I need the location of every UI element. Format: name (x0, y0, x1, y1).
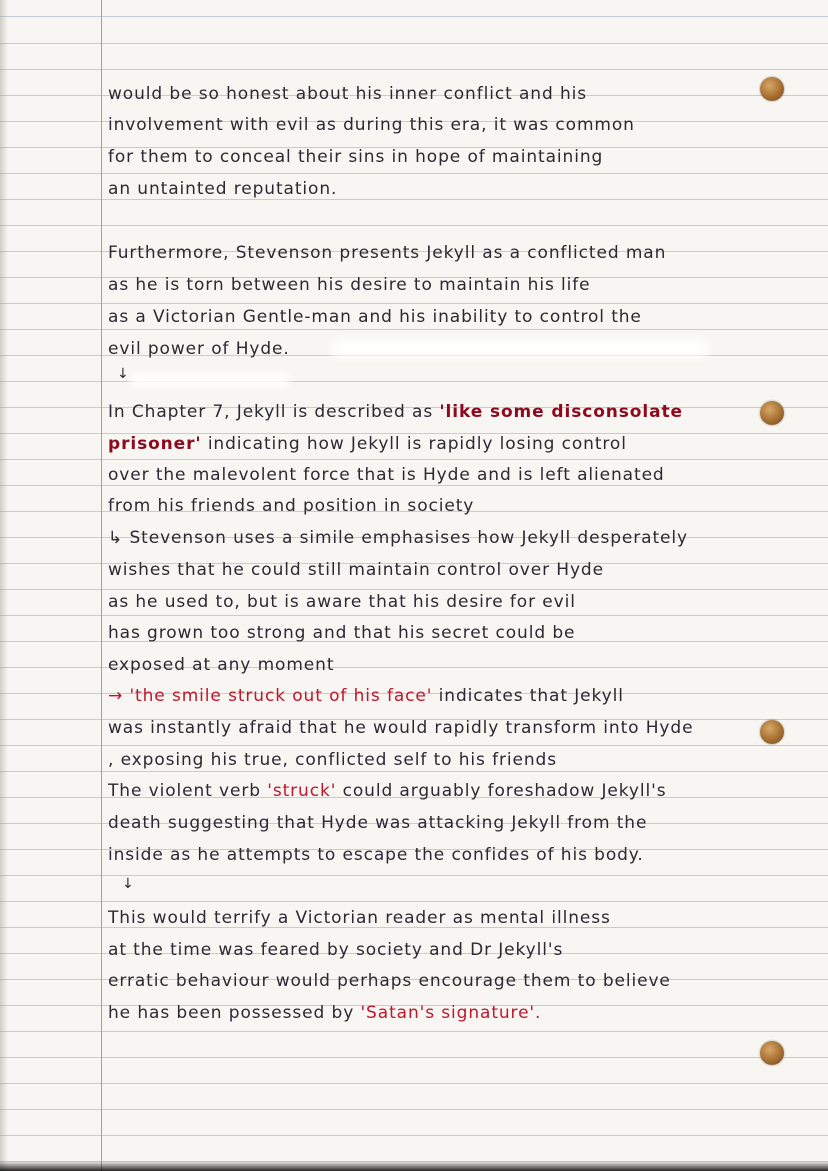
text-line: evil power of Hyde. (108, 339, 290, 359)
text-line: In Chapter 7, Jekyll is described as 'like some disconsolate (108, 402, 683, 422)
text-line: , exposing his true, conflicted self to his friends (108, 750, 557, 770)
text-line: The violent verb 'struck' could arguably foreshadow Jekyll's (108, 781, 667, 801)
page-bottom-edge (0, 1161, 828, 1171)
text-line: inside as he attempts to escape the confides of his body. (108, 845, 644, 865)
text-line: Furthermore, Stevenson presents Jekyll as a conflicted man (108, 243, 667, 263)
erased-smudge (130, 372, 290, 388)
text-line: from his friends and position in society (108, 496, 475, 516)
page-edge-shade (0, 0, 8, 1171)
text-line: has grown too strong and that his secret could be (108, 623, 576, 643)
text-line: exposed at any moment (108, 655, 335, 675)
text-line: was instantly afraid that he would rapidly transform into Hyde (108, 718, 694, 738)
red-arrow-icon: → (108, 686, 124, 706)
quote-text: 'struck' (267, 781, 337, 801)
punch-hole (760, 1041, 784, 1065)
text-line: erratic behaviour would perhaps encourage them to believe (108, 971, 671, 991)
text-line: → 'the smile struck out of his face' indicates that Jekyll (108, 686, 624, 706)
text-line: over the malevolent force that is Hyde and is left alienated (108, 465, 665, 485)
text-line: he has been possessed by 'Satan's signature'. (108, 1003, 542, 1023)
text-line: as he is torn between his desire to maintain his life (108, 275, 591, 295)
margin-line (101, 0, 102, 1171)
text-line: involvement with evil as during this era, it was common (108, 115, 635, 135)
text-line: would be so honest about his inner conflict and his (108, 84, 587, 104)
text-line: wishes that he could still maintain control over Hyde (108, 560, 604, 580)
text-line: at the time was feared by society and Dr Jekyll's (108, 940, 564, 960)
text-line: prisoner' indicating how Jekyll is rapidly losing control (108, 434, 627, 454)
text-line: ↳ Stevenson uses a simile emphasises how Jekyll desperately (108, 528, 688, 548)
text-line: death suggesting that Hyde was attacking Jekyll from the (108, 813, 648, 833)
text-line: as he used to, but is aware that his desire for evil (108, 592, 576, 612)
text-line: as a Victorian Gentle-man and his inability to control the (108, 307, 642, 327)
quote-text: 'like some disconsolate (439, 402, 683, 422)
quote-text: 'the smile struck out of his face' (129, 686, 433, 706)
down-arrow-icon: ↓ (122, 876, 134, 892)
sub-arrow-icon: ↳ (108, 528, 124, 548)
quote-text: prisoner' (108, 434, 202, 454)
down-arrow-icon: ↓ (117, 366, 129, 382)
text-line: an untainted reputation. (108, 179, 338, 199)
text-line: This would terrify a Victorian reader as mental illness (108, 908, 611, 928)
quote-text: 'Satan's signature'. (360, 1003, 542, 1023)
text-line: for them to conceal their sins in hope of maintaining (108, 147, 604, 167)
